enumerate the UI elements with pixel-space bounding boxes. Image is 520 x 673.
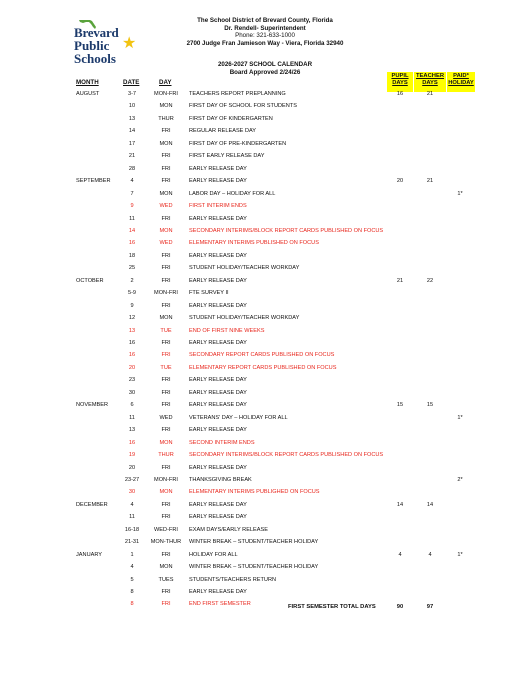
row-date: 30 (128, 489, 136, 496)
table-row (0, 88, 520, 101)
row-month: OCTOBER (76, 277, 104, 284)
row-teacher-days: 14 (426, 501, 434, 508)
superintendent: Dr. Rendell- Superintendent (224, 24, 306, 32)
row-day: MON (159, 140, 173, 147)
row-description: EARLY RELEASE DAY (189, 340, 247, 346)
row-day: MON-FRI (154, 290, 178, 297)
row-day: MON (159, 227, 173, 234)
table-row (0, 200, 520, 213)
row-description: FIRST DAY OF SCHOOL FOR STUDENTS (189, 103, 297, 110)
row-date: 4 (130, 564, 134, 571)
row-date: 5-9 (127, 290, 137, 297)
row-description: FIRST DAY OF KINDERGARTEN (189, 115, 273, 122)
row-date: 16 (128, 240, 136, 247)
table-row (0, 424, 520, 437)
row-description: SECONDARY INTERIMS/BLOCK REPORT CARDS PUBLISHED ON FOCUS (189, 227, 384, 234)
row-day: THUR (158, 452, 174, 459)
row-day: FRI (161, 589, 171, 595)
table-row (0, 586, 520, 599)
row-date: 4 (130, 178, 134, 185)
row-description: STUDENT HOLIDAY/TEACHER WORKDAY (189, 265, 300, 272)
row-description: LABOR DAY – HOLIDAY FOR ALL (189, 190, 276, 197)
row-date: 11 (129, 414, 135, 421)
row-day: MON-FRI (154, 476, 178, 483)
table-row (0, 536, 520, 549)
row-day: FRI (161, 464, 171, 471)
row-date: 13 (128, 427, 136, 434)
row-description: STUDENT HOLIDAY/TEACHER WORKDAY (189, 315, 300, 322)
row-pupil-days: 4 (398, 551, 402, 558)
row-day: TUE (160, 327, 172, 334)
row-date: 16 (128, 340, 136, 346)
row-description: FIRST DAY OF PRE-KINDERGARTEN (189, 140, 287, 147)
row-description: EARLY RELEASE DAY (189, 514, 247, 521)
row-description: EARLY RELEASE DAY (189, 389, 247, 396)
row-day: MON (159, 190, 173, 197)
row-date: 14 (128, 128, 136, 135)
table-row (0, 387, 520, 400)
row-date: 28 (128, 165, 136, 172)
row-day: FRI (161, 215, 171, 222)
table-row (0, 499, 520, 512)
row-pupil-days: 16 (396, 91, 404, 97)
table-row (0, 325, 520, 338)
table-row (0, 362, 520, 375)
calendar-header (150, 61, 380, 76)
table-row (0, 574, 520, 587)
row-date: 9 (130, 302, 134, 309)
row-teacher-days: 4 (428, 551, 432, 558)
star-icon: ★ (122, 35, 137, 52)
row-date: 18 (128, 252, 136, 259)
row-description: REGULAR RELEASE DAY (189, 128, 257, 135)
row-date: 10 (128, 103, 136, 110)
table-row (0, 250, 520, 263)
table-row (0, 486, 520, 499)
row-day: FRI (161, 128, 171, 135)
row-paid-holiday: 1* (457, 551, 463, 558)
row-month: JANUARY (76, 551, 103, 558)
row-date: 4 (130, 501, 134, 508)
col-month-header: MONTH (76, 79, 99, 86)
row-teacher-days: 21 (426, 91, 434, 97)
row-day: FRI (161, 389, 171, 396)
row-day: FRI (161, 501, 171, 508)
table-row (0, 399, 520, 412)
row-description: EXAM DAYS/EARLY RELEASE (189, 526, 268, 533)
table-row (0, 449, 520, 462)
row-date: 3-7 (127, 91, 137, 97)
calendar-title: 2026-2027 SCHOOL CALENDAR (217, 61, 313, 68)
row-day: THUR (158, 115, 174, 122)
row-description: EARLY RELEASE DAY (189, 302, 247, 309)
row-description: WINTER BREAK – STUDENT/TEACHER HOLIDAY (189, 539, 319, 546)
row-date: 13 (128, 115, 136, 122)
row-day: MON (159, 564, 173, 571)
row-paid-holiday: 2* (457, 476, 463, 483)
table-row (0, 462, 520, 475)
row-description: EARLY RELEASE DAY (189, 402, 247, 409)
row-description: EARLY RELEASE DAY (189, 165, 247, 172)
address: 2700 Judge Fran Jamieson Way - Viera, Florida 32940 (186, 39, 344, 47)
row-description: EARLY RELEASE DAY (189, 277, 247, 284)
row-date: 7 (130, 190, 134, 197)
row-month: SEPTEMBER (76, 178, 111, 185)
row-description: EARLY RELEASE DAY (189, 178, 247, 185)
row-month: AUGUST (76, 91, 100, 97)
row-date: 25 (128, 265, 136, 272)
table-row (0, 150, 520, 163)
row-date: 21-31 (124, 539, 140, 546)
row-description: ELEMENTARY INTERIMS PUBLIGHED ON FOCUS (189, 489, 320, 496)
row-pupil-days: 20 (396, 178, 404, 185)
table-row (0, 138, 520, 151)
approval-note: Board Approved 2/24/26 (229, 68, 301, 76)
row-day: MON (159, 439, 173, 446)
table-row (0, 213, 520, 226)
table-row (0, 125, 520, 138)
row-day: MON (159, 489, 173, 496)
district-logo (74, 18, 144, 74)
row-day: FRI (161, 153, 171, 160)
table-row (0, 275, 520, 288)
col-paid-header-line1: PAID* (453, 73, 469, 79)
table-row (0, 262, 520, 275)
row-pupil-days: 15 (396, 402, 404, 409)
row-date: 9 (130, 203, 134, 210)
row-description: EARLY RELEASE DAY (189, 377, 247, 384)
table-row (0, 474, 520, 487)
row-date: 12 (128, 315, 136, 322)
row-description: HOLIDAY FOR ALL (189, 551, 238, 558)
table-row (0, 175, 520, 188)
row-description: EARLY RELEASE DAY (189, 464, 247, 471)
row-date: 13 (128, 327, 136, 334)
row-day: FRI (161, 551, 171, 558)
row-date: 1 (130, 551, 134, 558)
row-date: 8 (130, 589, 134, 595)
row-description: STUDENTS/TEACHERS RETURN (189, 576, 277, 583)
row-date: 14 (128, 227, 136, 234)
row-month: NOVEMBER (76, 402, 109, 409)
row-description: EARLY RELEASE DAY (189, 589, 247, 595)
col-date-header: DATE (123, 79, 140, 86)
row-date: 11 (129, 514, 135, 521)
col-pupil-header-line1: PUPIL (391, 73, 409, 79)
row-day: WED-FRI (154, 526, 178, 533)
totals-label: FIRST SEMESTER TOTAL DAYS (288, 604, 376, 610)
table-row (0, 524, 520, 537)
row-day: TUES (158, 576, 174, 583)
row-day: FRI (161, 277, 171, 284)
row-date: 30 (128, 389, 136, 396)
row-date: 19 (128, 452, 136, 459)
col-day-header: DAY (159, 79, 172, 86)
row-date: 20 (128, 364, 136, 371)
col-teacher-header-line2: DAYS (422, 80, 438, 86)
table-row (0, 300, 520, 313)
table-row (0, 412, 520, 425)
row-teacher-days: 22 (426, 277, 434, 284)
table-row (0, 374, 520, 387)
col-pupil-header-line2: DAYS (392, 80, 408, 86)
row-date: 23-27 (124, 476, 140, 483)
table-row (0, 287, 520, 300)
row-day: FRI (161, 178, 171, 185)
row-date: 8 (130, 601, 134, 608)
row-description: END FIRST SEMESTER (189, 601, 251, 608)
row-day: FRI (161, 402, 171, 409)
row-day: WED (159, 203, 173, 210)
row-teacher-days: 15 (426, 402, 434, 409)
totals-teacher: 97 (426, 604, 434, 610)
row-day: FRI (161, 352, 171, 359)
row-date: 11 (129, 215, 135, 222)
table-row (0, 349, 520, 362)
row-description: EARLY RELEASE DAY (189, 427, 247, 434)
row-day: FRI (161, 265, 171, 272)
row-date: 5 (130, 576, 134, 583)
row-day: WED (159, 240, 173, 247)
row-description: FIRST EARLY RELEASE DAY (189, 153, 265, 160)
row-description: SECOND INTERIM ENDS (189, 439, 255, 446)
table-row (0, 225, 520, 238)
row-description: ELEMENTARY REPORT CARDS PUBLISHED ON FOCUS (189, 364, 337, 371)
row-date: 20 (128, 464, 136, 471)
row-day: FRI (161, 302, 171, 309)
col-teacher-header-line1: TEACHER (415, 73, 445, 79)
row-day: MON (159, 315, 173, 322)
phone: Phone: 321-633-1000 (235, 32, 295, 40)
row-date: 16 (128, 352, 136, 359)
row-teacher-days: 21 (426, 178, 434, 185)
row-day: FRI (161, 340, 171, 346)
row-paid-holiday: 1* (457, 414, 463, 421)
row-day: MON (159, 103, 173, 110)
row-day: MON-THUR (150, 539, 182, 546)
district-header (150, 17, 380, 47)
row-date: 21 (128, 153, 136, 160)
row-date: 17 (128, 140, 136, 147)
row-day: FRI (161, 165, 171, 172)
row-description: FTE SURVEY II (189, 290, 229, 297)
logo-line-2: Public (74, 38, 110, 53)
table-row (0, 188, 520, 201)
row-date: 16 (128, 439, 136, 446)
row-day: WED (159, 414, 173, 421)
row-description: FIRST INTERIM ENDS (189, 203, 247, 210)
logo-line-3: Schools (74, 51, 116, 66)
row-description: EARLY RELEASE DAY (189, 501, 247, 508)
row-description: SECONDARY REPORT CARDS PUBLISHED ON FOCUS (189, 352, 335, 359)
table-row (0, 163, 520, 176)
table-row (0, 113, 520, 126)
row-pupil-days: 21 (396, 277, 404, 284)
table-row (0, 437, 520, 450)
logo-line-1: Brevard (74, 25, 119, 40)
table-row (0, 312, 520, 325)
row-description: VETERANS' DAY – HOLIDAY FOR ALL (189, 414, 288, 421)
row-description: ELEMENTARY INTERIMS PUBLISHED ON FOCUS (189, 240, 319, 247)
row-description: TEACHERS REPORT PREPLANNING (189, 91, 286, 97)
row-description: EARLY RELEASE DAY (189, 215, 247, 222)
row-description: SECONDARY INTERIMS/BLOCK REPORT CARDS PUBLISHED ON FOCUS (189, 452, 384, 459)
row-day: MON-FRI (154, 91, 178, 97)
table-row (0, 237, 520, 250)
row-date: 6 (130, 402, 134, 409)
row-description: WINTER BREAK – STUDENT/TEACHER HOLIDAY (189, 564, 319, 571)
table-row (0, 561, 520, 574)
row-date: 23 (128, 377, 136, 384)
row-day: FRI (161, 252, 171, 259)
totals-pupil: 90 (396, 604, 404, 610)
row-pupil-days: 14 (396, 501, 404, 508)
col-paid-header-line2: HOLIDAY (448, 80, 474, 86)
table-row (0, 598, 520, 611)
row-description: THANKSGIVING BREAK (189, 476, 252, 483)
row-day: FRI (161, 601, 171, 608)
district-name: The School District of Brevard County, Florida (197, 17, 333, 24)
table-row (0, 549, 520, 562)
row-date: 16-18 (124, 526, 140, 533)
row-date: 2 (130, 277, 134, 284)
row-description: EARLY RELEASE DAY (189, 252, 247, 259)
row-day: FRI (161, 377, 171, 384)
table-row (0, 337, 520, 350)
table-row (0, 511, 520, 524)
table-row (0, 100, 520, 113)
row-day: FRI (161, 427, 171, 434)
row-day: FRI (161, 514, 171, 521)
row-description: END OF FIRST NINE WEEKS (189, 327, 265, 334)
row-month: DECEMBER (76, 501, 108, 508)
row-day: TUE (160, 364, 172, 371)
row-paid-holiday: 1* (457, 190, 463, 197)
